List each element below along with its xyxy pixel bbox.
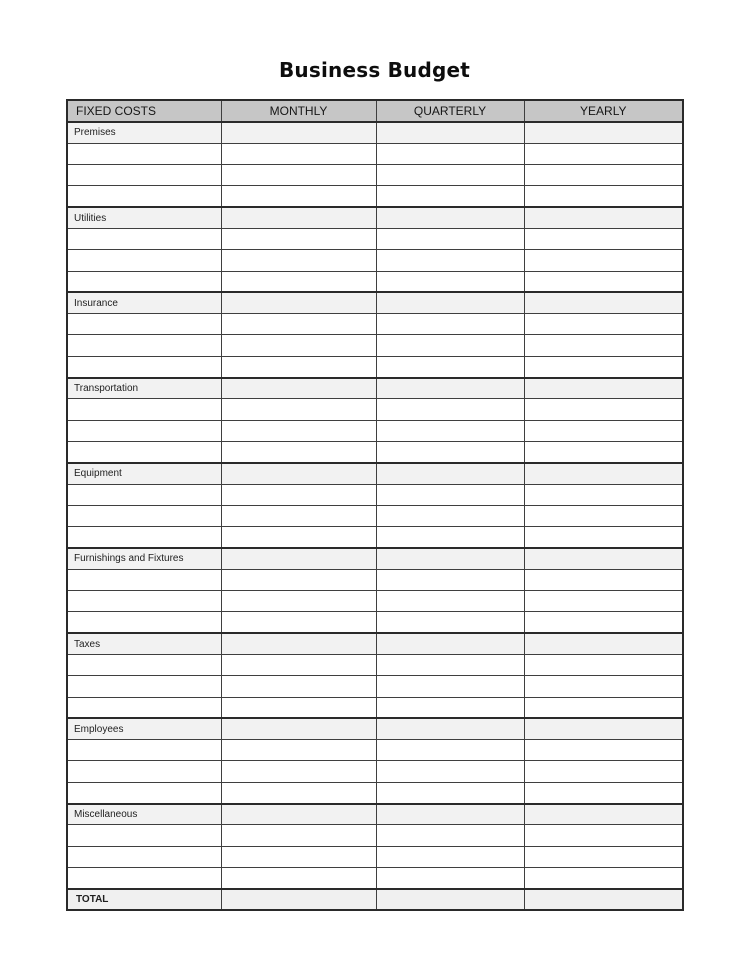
entry-value-cell xyxy=(221,697,376,718)
entry-value-cell xyxy=(524,676,683,697)
page-title: Business Budget xyxy=(278,58,471,82)
entry-value-cell xyxy=(524,591,683,612)
entry-value-cell xyxy=(524,441,683,462)
entry-value-cell xyxy=(376,356,524,377)
entry-label-cell xyxy=(67,250,221,271)
section-label: Employees xyxy=(67,718,221,739)
entry-value-cell xyxy=(221,846,376,867)
entry-value-cell xyxy=(524,846,683,867)
entry-row xyxy=(67,846,683,867)
entry-row xyxy=(67,825,683,846)
entry-row xyxy=(67,697,683,718)
entry-value-cell xyxy=(376,186,524,207)
entry-value-cell xyxy=(524,505,683,526)
entry-row xyxy=(67,420,683,441)
entry-value-cell xyxy=(524,527,683,548)
entry-value-cell xyxy=(221,228,376,249)
section-row-equipment xyxy=(67,463,683,484)
entry-value-cell xyxy=(524,420,683,441)
entry-row xyxy=(67,335,683,356)
entry-label-cell xyxy=(67,782,221,803)
entry-value-cell xyxy=(376,740,524,761)
entry-value-cell xyxy=(221,527,376,548)
total-row xyxy=(67,889,683,910)
entry-label-cell xyxy=(67,399,221,420)
entry-value-cell xyxy=(221,654,376,675)
entry-value-cell xyxy=(376,228,524,249)
section-label: Furnishings and Fixtures xyxy=(67,548,221,569)
entry-value-cell xyxy=(524,569,683,590)
section-row-furnishings-and-fixtures xyxy=(67,548,683,569)
entry-value-cell xyxy=(376,569,524,590)
entry-value-cell xyxy=(221,143,376,164)
entry-value-cell xyxy=(221,867,376,888)
entry-value-cell xyxy=(221,740,376,761)
entry-label-cell xyxy=(67,505,221,526)
entry-value-cell xyxy=(221,761,376,782)
entry-label-cell xyxy=(67,846,221,867)
entry-value-cell xyxy=(524,271,683,292)
entry-label-cell xyxy=(67,228,221,249)
entry-label-cell xyxy=(67,186,221,207)
entry-value-cell xyxy=(376,654,524,675)
entry-value-cell xyxy=(221,356,376,377)
section-value-cell xyxy=(524,804,683,825)
entry-value-cell xyxy=(524,782,683,803)
entry-value-cell xyxy=(221,782,376,803)
section-value-cell xyxy=(221,633,376,654)
entry-value-cell xyxy=(376,143,524,164)
section-label: Premises xyxy=(67,122,221,143)
entry-label-cell xyxy=(67,825,221,846)
entry-row xyxy=(67,591,683,612)
entry-value-cell xyxy=(524,761,683,782)
section-row-employees xyxy=(67,718,683,739)
section-value-cell xyxy=(524,463,683,484)
entry-row xyxy=(67,356,683,377)
entry-row xyxy=(67,143,683,164)
section-value-cell xyxy=(376,463,524,484)
entry-label-cell xyxy=(67,761,221,782)
entry-row xyxy=(67,867,683,888)
entry-row xyxy=(67,782,683,803)
entry-label-cell xyxy=(67,165,221,186)
entry-value-cell xyxy=(376,612,524,633)
entry-value-cell xyxy=(524,612,683,633)
entry-label-cell xyxy=(67,420,221,441)
entry-value-cell xyxy=(376,484,524,505)
section-label: Transportation xyxy=(67,378,221,399)
entry-label-cell xyxy=(67,676,221,697)
total-value-cell xyxy=(221,889,376,910)
entry-value-cell xyxy=(524,228,683,249)
entry-label-cell xyxy=(67,143,221,164)
section-label: Equipment xyxy=(67,463,221,484)
section-row-taxes xyxy=(67,633,683,654)
total-label: TOTAL xyxy=(67,889,221,910)
section-value-cell xyxy=(221,463,376,484)
entry-row xyxy=(67,740,683,761)
entry-row xyxy=(67,654,683,675)
budget-table-body xyxy=(67,122,683,910)
entry-value-cell xyxy=(524,356,683,377)
entry-value-cell xyxy=(221,505,376,526)
section-value-cell xyxy=(221,548,376,569)
entry-value-cell xyxy=(524,867,683,888)
section-value-cell xyxy=(376,292,524,313)
entry-value-cell xyxy=(376,271,524,292)
entry-value-cell xyxy=(376,314,524,335)
entry-label-cell xyxy=(67,591,221,612)
entry-label-cell xyxy=(67,867,221,888)
entry-row xyxy=(67,228,683,249)
entry-value-cell xyxy=(524,484,683,505)
column-header-fixed-costs: FIXED COSTS xyxy=(67,100,221,122)
entry-row xyxy=(67,527,683,548)
entry-value-cell xyxy=(221,569,376,590)
section-value-cell xyxy=(524,292,683,313)
section-label: Utilities xyxy=(67,207,221,228)
entry-value-cell xyxy=(524,314,683,335)
section-value-cell xyxy=(376,633,524,654)
entry-label-cell xyxy=(67,569,221,590)
entry-value-cell xyxy=(221,484,376,505)
section-value-cell xyxy=(524,378,683,399)
entry-label-cell xyxy=(67,484,221,505)
section-value-cell xyxy=(524,633,683,654)
budget-table xyxy=(66,99,684,911)
entry-value-cell xyxy=(221,420,376,441)
entry-value-cell xyxy=(221,186,376,207)
entry-value-cell xyxy=(524,825,683,846)
entry-value-cell xyxy=(376,697,524,718)
entry-value-cell xyxy=(376,591,524,612)
section-value-cell xyxy=(221,718,376,739)
entry-row xyxy=(67,676,683,697)
entry-row xyxy=(67,165,683,186)
section-value-cell xyxy=(376,122,524,143)
column-header-yearly: YEARLY xyxy=(524,100,683,122)
entry-value-cell xyxy=(524,250,683,271)
entry-label-cell xyxy=(67,697,221,718)
total-value-cell xyxy=(376,889,524,910)
section-value-cell xyxy=(524,207,683,228)
entry-value-cell xyxy=(376,420,524,441)
entry-label-cell xyxy=(67,314,221,335)
section-value-cell xyxy=(524,718,683,739)
entry-label-cell xyxy=(67,335,221,356)
entry-value-cell xyxy=(221,250,376,271)
entry-value-cell xyxy=(221,314,376,335)
section-value-cell xyxy=(524,122,683,143)
section-row-premises xyxy=(67,122,683,143)
entry-label-cell xyxy=(67,441,221,462)
section-value-cell xyxy=(221,804,376,825)
entry-value-cell xyxy=(376,165,524,186)
entry-value-cell xyxy=(221,399,376,420)
entry-value-cell xyxy=(376,441,524,462)
section-value-cell xyxy=(221,207,376,228)
section-value-cell xyxy=(376,804,524,825)
entry-value-cell xyxy=(524,697,683,718)
entry-value-cell xyxy=(376,335,524,356)
entry-row xyxy=(67,441,683,462)
entry-value-cell xyxy=(221,825,376,846)
section-value-cell xyxy=(376,718,524,739)
section-row-miscellaneous xyxy=(67,804,683,825)
entry-value-cell xyxy=(524,186,683,207)
section-value-cell xyxy=(376,548,524,569)
entry-value-cell xyxy=(524,165,683,186)
entry-value-cell xyxy=(376,676,524,697)
column-header-monthly: MONTHLY xyxy=(221,100,376,122)
entry-value-cell xyxy=(524,143,683,164)
entry-label-cell xyxy=(67,527,221,548)
entry-value-cell xyxy=(376,250,524,271)
entry-value-cell xyxy=(376,527,524,548)
section-row-insurance xyxy=(67,292,683,313)
section-row-utilities xyxy=(67,207,683,228)
entry-row xyxy=(67,505,683,526)
entry-value-cell xyxy=(221,271,376,292)
entry-value-cell xyxy=(524,335,683,356)
entry-row xyxy=(67,271,683,292)
section-value-cell xyxy=(376,207,524,228)
section-row-transportation xyxy=(67,378,683,399)
section-label: Taxes xyxy=(67,633,221,654)
section-value-cell xyxy=(524,548,683,569)
section-label: Miscellaneous xyxy=(67,804,221,825)
entry-row xyxy=(67,612,683,633)
entry-row xyxy=(67,569,683,590)
entry-value-cell xyxy=(376,505,524,526)
column-header-quarterly: QUARTERLY xyxy=(376,100,524,122)
entry-value-cell xyxy=(376,399,524,420)
entry-row xyxy=(67,399,683,420)
section-label: Insurance xyxy=(67,292,221,313)
entry-value-cell xyxy=(221,676,376,697)
entry-value-cell xyxy=(376,761,524,782)
section-value-cell xyxy=(221,378,376,399)
section-value-cell xyxy=(376,378,524,399)
entry-value-cell xyxy=(221,591,376,612)
entry-label-cell xyxy=(67,740,221,761)
entry-label-cell xyxy=(67,356,221,377)
entry-label-cell xyxy=(67,654,221,675)
header-row xyxy=(67,100,683,122)
entry-row xyxy=(67,484,683,505)
section-value-cell xyxy=(221,122,376,143)
entry-value-cell xyxy=(376,825,524,846)
entry-value-cell xyxy=(524,740,683,761)
entry-label-cell xyxy=(67,612,221,633)
entry-row xyxy=(67,314,683,335)
entry-row xyxy=(67,761,683,782)
section-value-cell xyxy=(221,292,376,313)
total-value-cell xyxy=(524,889,683,910)
entry-label-cell xyxy=(67,271,221,292)
entry-value-cell xyxy=(376,846,524,867)
entry-value-cell xyxy=(221,335,376,356)
entry-row xyxy=(67,250,683,271)
entry-value-cell xyxy=(376,782,524,803)
entry-row xyxy=(67,186,683,207)
entry-value-cell xyxy=(524,654,683,675)
entry-value-cell xyxy=(524,399,683,420)
entry-value-cell xyxy=(221,612,376,633)
entry-value-cell xyxy=(221,441,376,462)
entry-value-cell xyxy=(221,165,376,186)
entry-value-cell xyxy=(376,867,524,888)
budget-table-header xyxy=(67,100,683,122)
